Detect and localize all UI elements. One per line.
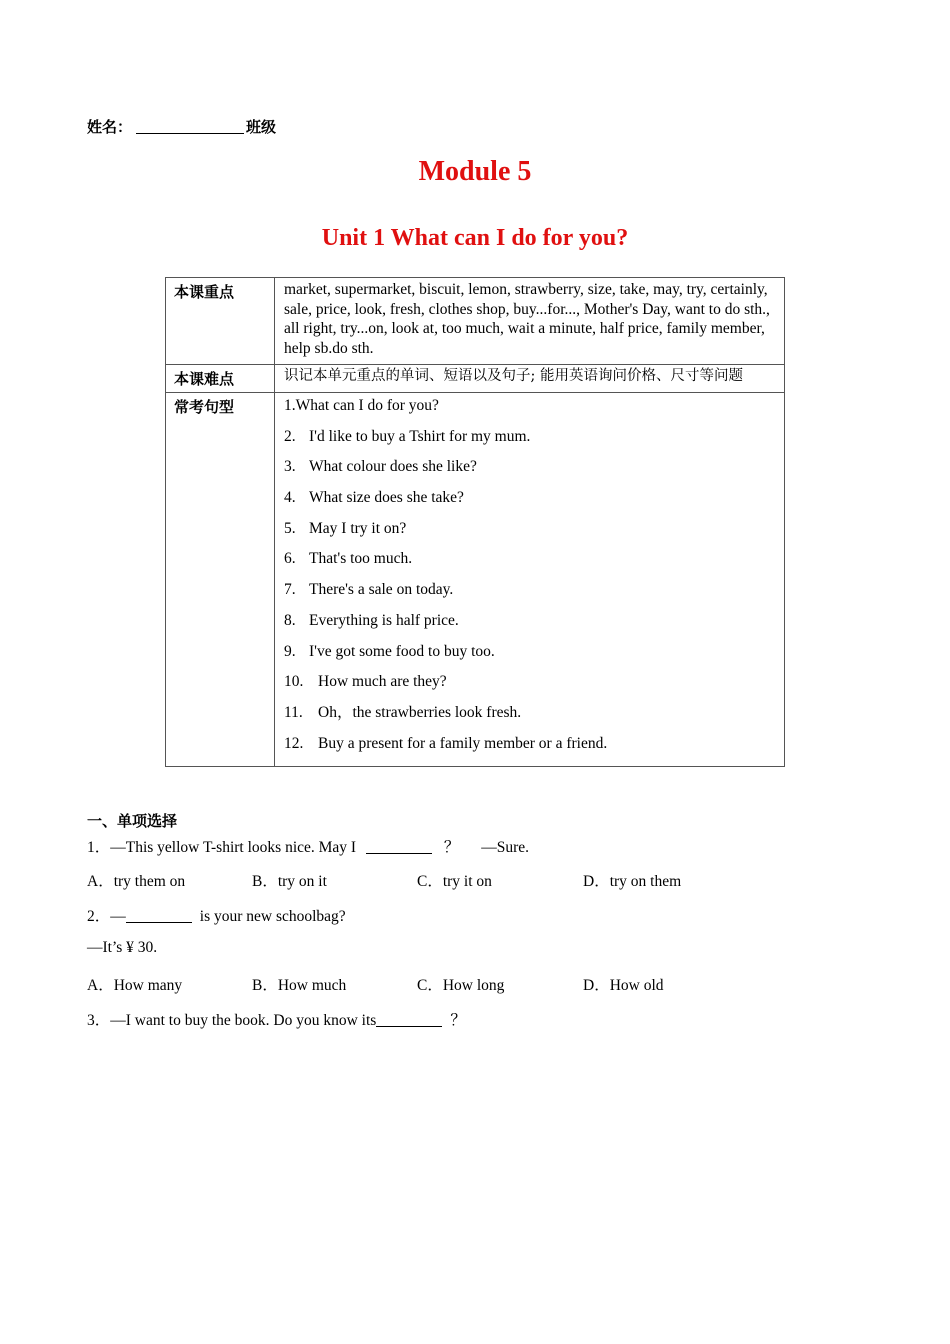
pattern-number: 10. <box>284 673 304 691</box>
option-a[interactable]: A．How many <box>87 977 183 994</box>
pattern-item <box>284 672 775 703</box>
pattern-text: There's a sale on today. <box>309 581 454 599</box>
pattern-number: 6. <box>284 550 296 568</box>
option-c[interactable]: C．try it on <box>417 873 492 890</box>
question-2-tail: is your new schoolbag? <box>199 908 346 925</box>
lesson-info-table <box>165 277 785 767</box>
question-1-stem: 1．—This yellow T-shirt looks nice. May I <box>87 839 357 856</box>
patterns-label: 常考句型 <box>166 393 275 767</box>
key-points-text: market, supermarket, biscuit, lemon, strawberry, size, take, may, try, certainly, sale, price, look, fresh, clothes shop, buy...for..., Mother's Day, want to do sth., all right, try...on, look at, too much, wait a minute, half price, family member, help sb.do sth. <box>275 278 785 365</box>
pattern-number: 8. <box>284 611 296 629</box>
question-2-reply: —It’s ¥ 30. <box>87 939 158 956</box>
pattern-text: I'd like to buy a Tshirt for my mum. <box>309 427 531 445</box>
class-label: 班级 <box>246 118 277 136</box>
option-c[interactable]: C．How long <box>417 977 505 994</box>
option-d[interactable]: D．try on them <box>583 873 682 890</box>
key-points-label: 本课重点 <box>166 278 275 365</box>
option-b[interactable]: B．How much <box>252 977 347 994</box>
section-title: 一、单项选择 <box>87 812 178 830</box>
key-points-row <box>166 278 785 365</box>
option-a[interactable]: A．try them on <box>87 873 186 890</box>
pattern-text: How much are they? <box>318 673 447 691</box>
question-1-options <box>87 869 847 889</box>
question-2-options <box>87 973 847 993</box>
patterns-row <box>166 393 785 767</box>
pattern-text: Oh，the strawberries look fresh. <box>318 703 522 721</box>
pattern-item <box>284 457 775 488</box>
pattern-item <box>284 642 775 673</box>
pattern-text: What colour does she like? <box>309 458 477 476</box>
pattern-text: That's too much. <box>309 550 413 568</box>
name-label: 姓名： <box>87 118 133 136</box>
pattern-text: Buy a present for a family member or a friend. <box>318 734 608 752</box>
question-3 <box>87 1008 466 1030</box>
pattern-item <box>284 549 775 580</box>
pattern-number: 3. <box>284 458 296 476</box>
pattern-number: 11. <box>284 703 303 721</box>
difficulties-row <box>166 365 785 393</box>
option-b[interactable]: B．try on it <box>252 873 327 890</box>
name-blank[interactable] <box>136 119 244 134</box>
pattern-item <box>284 396 775 427</box>
pattern-item <box>284 611 775 642</box>
pattern-text: May I try it on? <box>309 519 407 537</box>
pattern-text: What can I do for you? <box>295 397 439 414</box>
pattern-number: 2. <box>284 427 296 445</box>
question-1-reply: —Sure. <box>481 839 530 856</box>
pattern-text: I've got some food to buy too. <box>309 642 495 660</box>
pattern-number: 9. <box>284 642 296 660</box>
question-2-stem: 2．— <box>87 908 126 925</box>
unit-title: Unit 1 What can I do for you? <box>321 225 629 251</box>
question-1-blank[interactable] <box>366 839 432 854</box>
pattern-text: What size does she take? <box>309 489 464 507</box>
question-2 <box>87 904 346 926</box>
option-d[interactable]: D．How old <box>583 977 664 994</box>
question-2-blank[interactable] <box>126 908 192 923</box>
pattern-item <box>284 427 775 458</box>
question-3-blank[interactable] <box>376 1012 442 1027</box>
question-1-tail: ？ <box>443 839 460 856</box>
pattern-item <box>284 580 775 611</box>
pattern-item <box>284 703 775 734</box>
pattern-text: Everything is half price. <box>309 611 459 629</box>
student-name-class-line <box>87 116 276 137</box>
difficulties-text: 识记本单元重点的单词、短语以及句子; 能用英语询问价格、尺寸等问题 <box>275 365 785 393</box>
pattern-number: 4. <box>284 489 296 507</box>
patterns-list <box>275 393 785 767</box>
pattern-item <box>284 734 775 765</box>
difficulties-label: 本课难点 <box>166 365 275 393</box>
pattern-number: 1. <box>284 397 296 414</box>
question-3-stem: 3．—I want to buy the book. Do you know its <box>87 1012 377 1029</box>
pattern-number: 5. <box>284 519 296 537</box>
question-3-tail: ？ <box>450 1012 466 1029</box>
pattern-item <box>284 488 775 519</box>
module-title: Module 5 <box>418 156 532 187</box>
pattern-number: 12. <box>284 734 304 752</box>
pattern-number: 7. <box>284 581 296 599</box>
question-1 <box>87 835 529 857</box>
pattern-item <box>284 519 775 550</box>
